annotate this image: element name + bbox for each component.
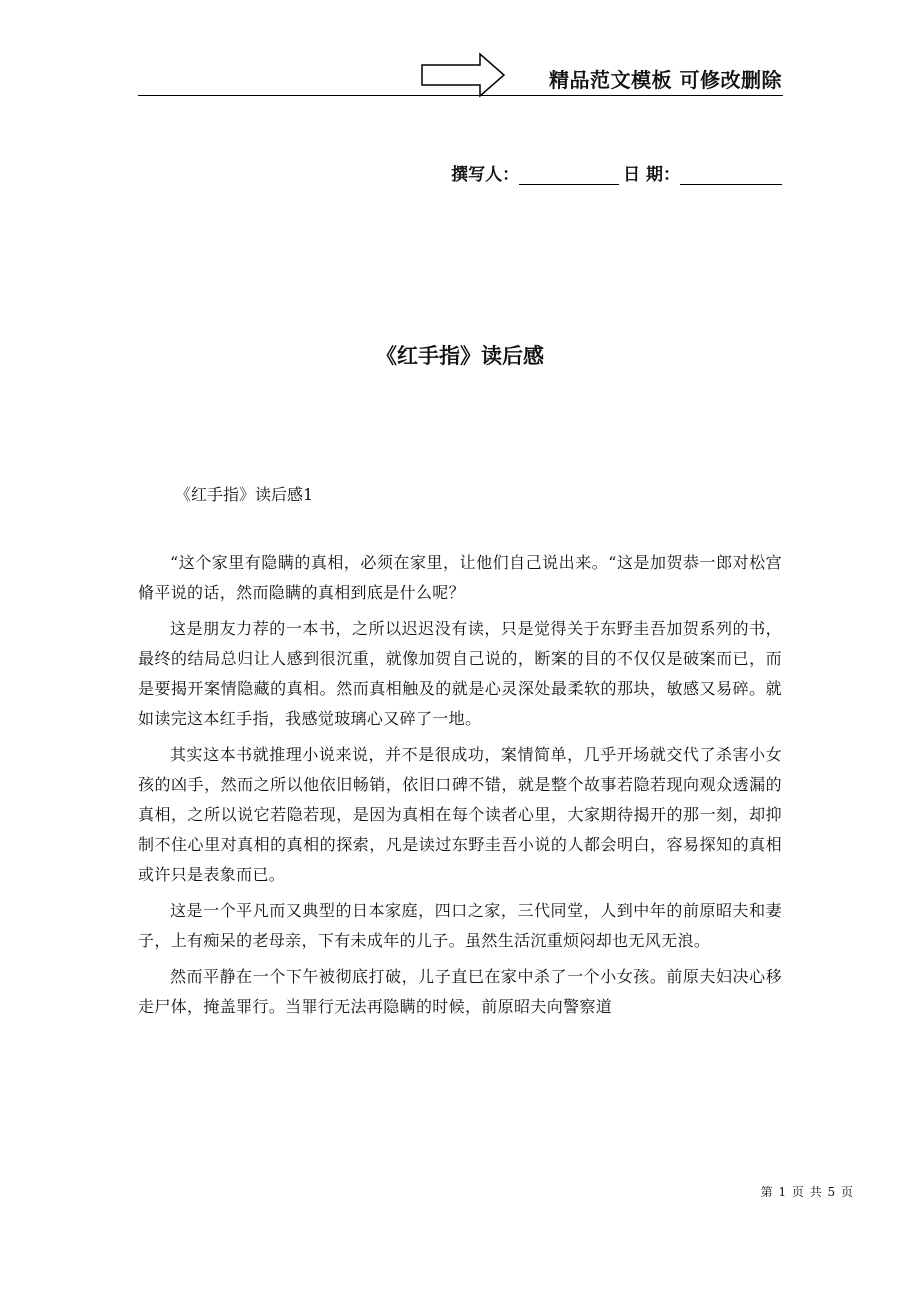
document-title: 《红手指》读后感 <box>376 344 544 368</box>
body-text <box>138 548 782 1028</box>
section-heading: 《红手指》读后感1 <box>175 485 314 504</box>
author-date-line <box>451 160 782 185</box>
header-title: 精品范文模板 可修改删除 <box>549 68 782 92</box>
author-label: 撰写人： <box>451 165 520 185</box>
page-number: 第 1 页 共 5 页 <box>760 1185 854 1199</box>
paragraph: 其实这本书就推理小说来说，并不是很成功，案情简单，几乎开场就交代了杀害小女孩的凶手，然而之所以他依旧畅销，依旧口碑不错，就是整个故事若隐若现向观众透漏的真相，之所以说它若隐若现，是因为真相在每个读者心里，大家期待揭开的那一刻，却抑制不住心里对真相的真相的探索，凡是读过东野圭吾小说的人都会明白，容易探知的真相或许只是表象而已。 <box>138 745 782 884</box>
author-blank-field <box>519 164 619 185</box>
paragraph: 然而平静在一个下午被彻底打破，儿子直巳在家中杀了一个小女孩。前原夫妇决心移走尸体，掩盖罪行。当罪行无法再隐瞒的时候，前原昭夫向警察道 <box>138 967 782 1016</box>
paragraph: 这是一个平凡而又典型的日本家庭，四口之家，三代同堂，人到中年的前原昭夫和妻子，上有痴呆的老母亲，下有未成年的儿子。虽然生活沉重烦闷却也无风无浪。 <box>138 901 782 950</box>
header-divider <box>138 95 783 96</box>
paragraph: 这是朋友力荐的一本书，之所以迟迟没有读，只是觉得关于东野圭吾加贺系列的书，最终的结局总归让人感到很沉重，就像加贺自己说的，断案的目的不仅仅是破案而已，而是要揭开案情隐藏的真相。然而真相触及的就是心灵深处最柔软的那块，敏感又易碎。就如读完这本红手指，我感觉玻璃心又碎了一地。 <box>138 619 782 728</box>
paragraph: “这个家里有隐瞒的真相，必须在家里，让他们自己说出来。“这是加贺恭一郎对松宫脩平说的话，然而隐瞒的真相到底是什么呢？ <box>138 553 782 602</box>
date-label: 日 期： <box>623 165 680 185</box>
date-blank-field <box>680 164 782 185</box>
